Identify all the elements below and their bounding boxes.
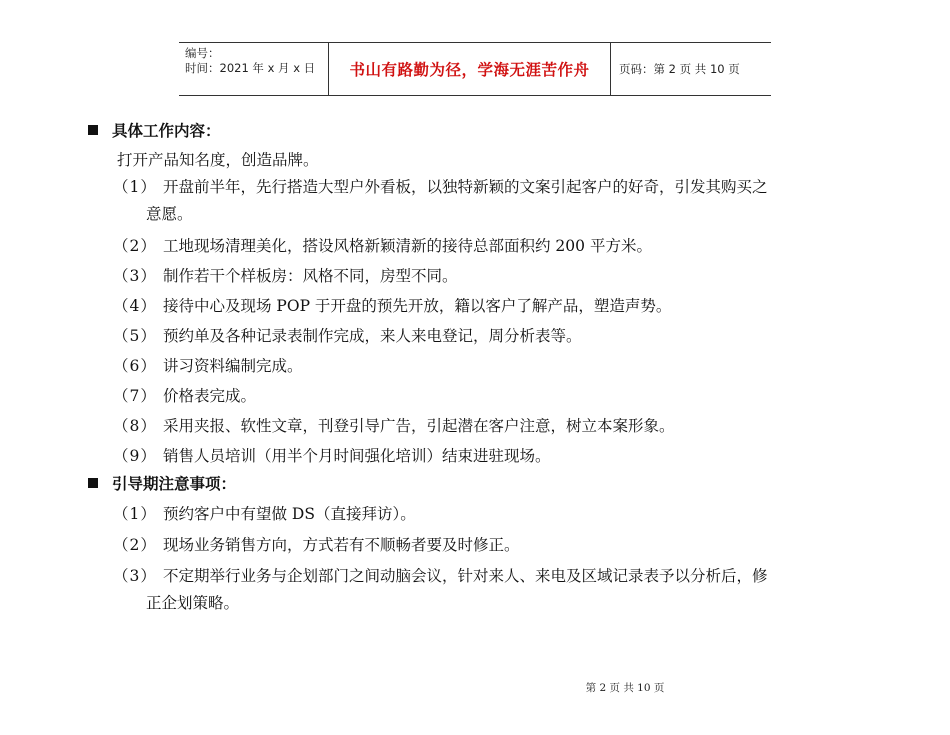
list-item	[113, 532, 873, 559]
list-item	[113, 383, 873, 410]
list-item-number: （1）	[113, 178, 157, 196]
list-item	[113, 563, 873, 617]
time-label: 时间：2021 年 x 月 x 日	[185, 61, 316, 75]
section-intro: 打开产品知名度，创造品牌。	[117, 151, 319, 169]
list-item-text: 工地现场清理美化，搭设风格新颖清新的接待总部面积约 200 平方米。	[163, 237, 652, 255]
list-item-text: 采用夹报、软性文章，刊登引导广告，引起潜在客户注意，树立本案形象。	[163, 417, 675, 435]
list-item-number: （3）	[113, 267, 157, 285]
list-item-text: 销售人员培训（用半个月时间强化培训）结束进驻现场。	[163, 447, 551, 465]
list-item-number: （1）	[113, 505, 157, 523]
list-item-text: 预约客户中有望做 DS（直接拜访）。	[163, 505, 416, 523]
section-title-text: 具体工作内容：	[112, 121, 221, 140]
list-item	[113, 323, 873, 350]
section-title-guidance	[88, 472, 236, 494]
page-header	[179, 42, 771, 96]
list-item-text: 开盘前半年，先行搭造大型户外看板，以独特新颖的文案引起客户的好奇，引发其购买之	[163, 178, 768, 196]
list-item	[113, 501, 873, 528]
list-item-number: （8）	[113, 417, 157, 435]
list-item-number: （2）	[113, 536, 157, 554]
list-item	[113, 263, 873, 290]
list-item-number: （9）	[113, 447, 157, 465]
list-item	[113, 353, 873, 380]
list-item-text: 接待中心及现场 POP 于开盘的预先开放，籍以客户了解产品，塑造声势。	[163, 297, 672, 315]
section-title-work-content	[88, 119, 221, 141]
list-item-number: （2）	[113, 237, 157, 255]
list-item	[113, 443, 873, 470]
list-item	[113, 413, 873, 440]
list-item-text: 制作若干个样板房：风格不同，房型不同。	[163, 267, 458, 285]
list-item	[113, 233, 873, 260]
list-item-text: 现场业务销售方向，方式若有不顺畅者要及时修正。	[163, 536, 520, 554]
list-item-text: 不定期举行业务与企划部门之间动脑会议，针对来人、来电及区域记录表予以分析后，修	[163, 567, 768, 585]
list-item-text: 讲习资料编制完成。	[163, 357, 303, 375]
list-item-number: （5）	[113, 327, 157, 345]
section-title-text: 引导期注意事项：	[112, 474, 237, 493]
number-label: 编号：	[185, 46, 220, 60]
page-footer: 第 2 页 共 10 页	[585, 682, 665, 694]
list-item-text-cont: 正企划策略。	[146, 594, 240, 612]
list-item-number: （6）	[113, 357, 157, 375]
header-motto: 书山有路勤为径，学海无涯苦作舟	[329, 43, 611, 95]
header-page-label: 页码：第 2 页 共 10 页	[619, 62, 740, 76]
list-item	[113, 293, 873, 320]
list-item-text: 预约单及各种记录表制作完成，来人来电登记，周分析表等。	[163, 327, 582, 345]
list-item-number: （3）	[113, 567, 157, 585]
square-bullet-icon	[88, 478, 98, 488]
list-item-number: （4）	[113, 297, 157, 315]
header-meta	[179, 43, 329, 95]
list-item-text: 价格表完成。	[163, 387, 257, 405]
list-item-text-cont: 意愿。	[146, 205, 193, 223]
list-item	[113, 174, 873, 228]
square-bullet-icon	[88, 125, 98, 135]
list-item-number: （7）	[113, 387, 157, 405]
